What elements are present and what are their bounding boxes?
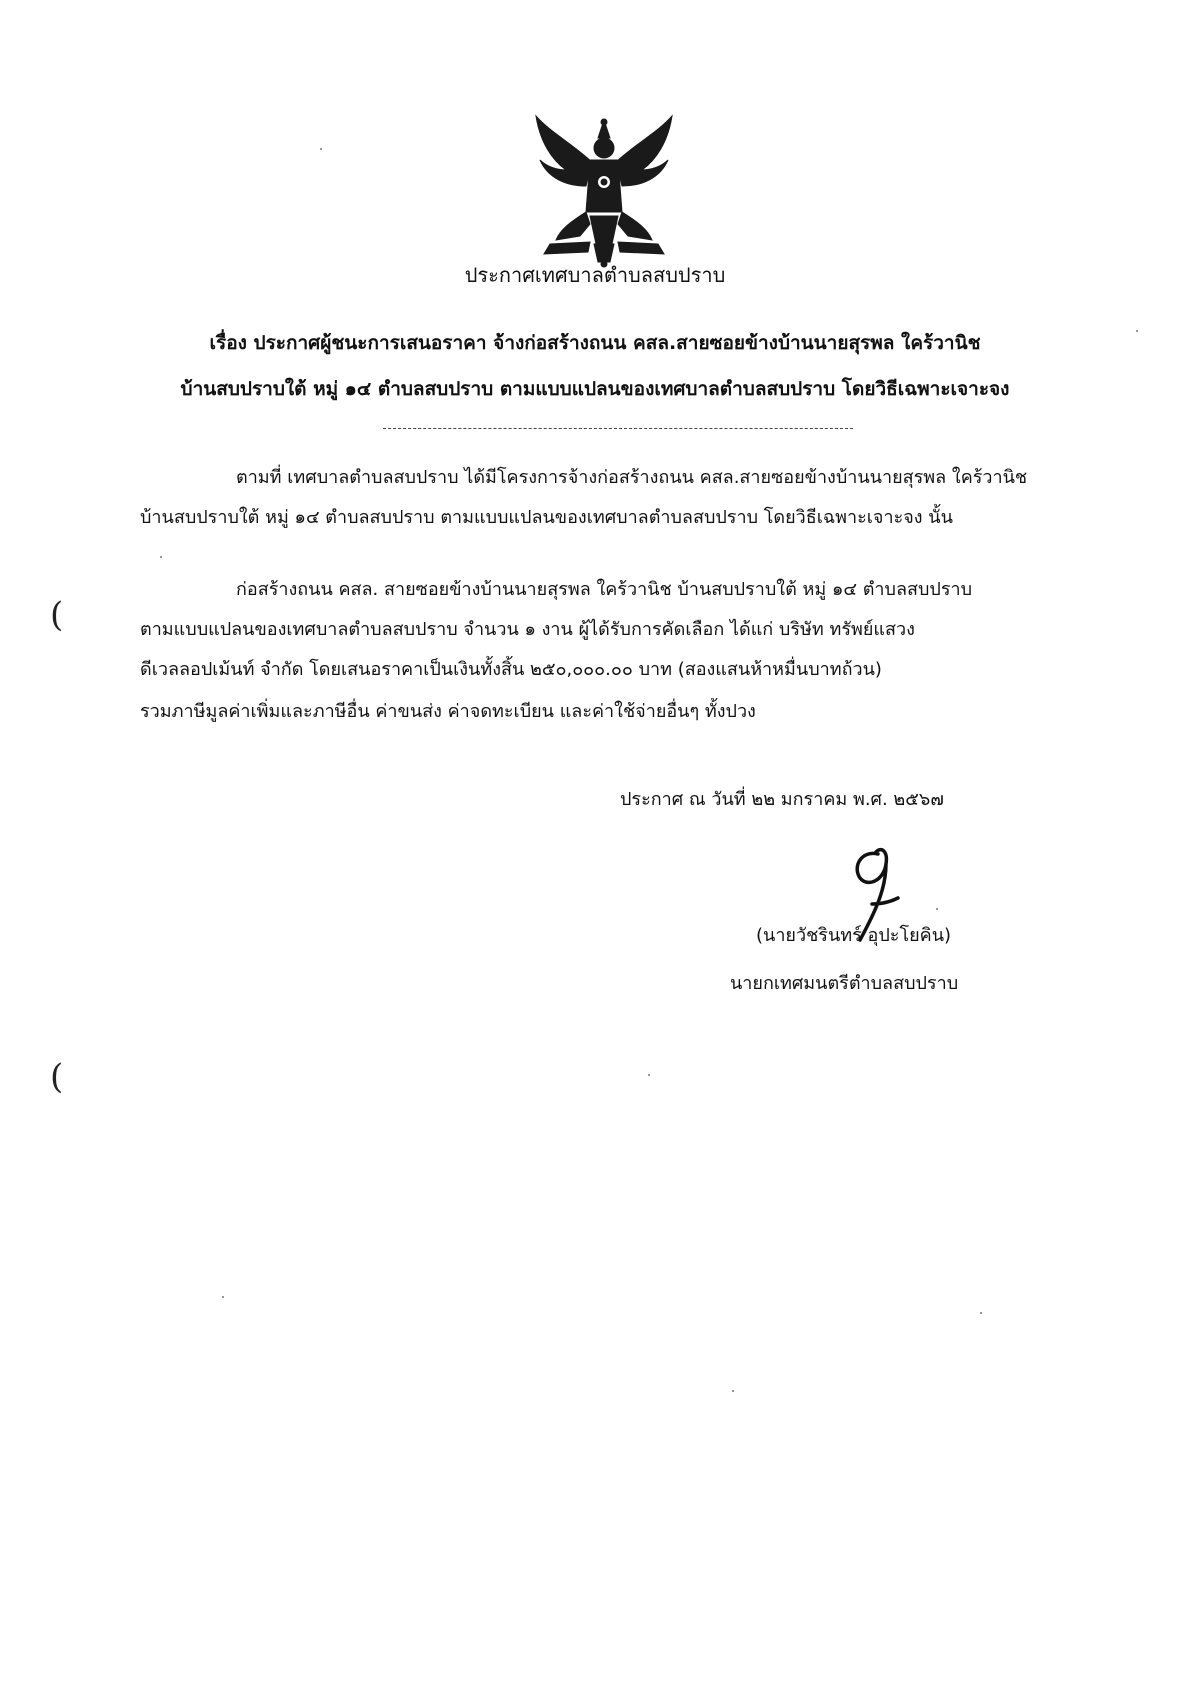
- signer-name: (นายวัชรินทร์ อุปะโยคิน): [756, 925, 952, 946]
- agency-heading: ประกาศเทศบาลตำบลสบปราบ: [464, 263, 726, 287]
- scan-speck: [1136, 330, 1138, 332]
- scan-speck: [732, 1390, 734, 1392]
- announcement-date: ประกาศ ณ วันที่ ๒๒ มกราคม พ.ศ. ๒๕๖๗: [620, 789, 944, 810]
- garuda-emblem-icon: [530, 112, 678, 270]
- punch-hole-mark: (: [50, 595, 64, 635]
- dashed-divider: [383, 428, 853, 429]
- scan-speck: [222, 1296, 224, 1298]
- subject-line-1: เรื่อง ประกาศผู้ชนะการเสนอราคา จ้างก่อสร้างถนน คสล.สายซอยข้างบ้านนายสุรพล ใคร้วานิช: [209, 332, 981, 354]
- scan-speck: [648, 1074, 650, 1076]
- signer-position: นายกเทศมนตรีตำบลสบปราบ: [730, 973, 959, 994]
- paragraph-2-line-1: ก่อสร้างถนน คสล. สายซอยข้างบ้านนายสุรพล ใคร้วานิช บ้านสบปราบใต้ หมู่ ๑๔ ตำบลสบปราบ: [236, 579, 973, 600]
- paragraph-1-line-1: ตามที่ เทศบาลตำบลสบปราบ ได้มีโครงการจ้างก่อสร้างถนน คสล.สายซอยข้างบ้านนายสุรพล ใคร้วานิช: [236, 467, 1028, 488]
- scan-speck: [320, 148, 322, 150]
- paragraph-2-line-4: รวมภาษีมูลค่าเพิ่มและภาษีอื่น ค่าขนส่ง ค่าจดทะเบียน และค่าใช้จ่ายอื่นๆ ทั้งปวง: [140, 701, 756, 722]
- punch-hole-mark: (: [50, 1057, 64, 1097]
- paragraph-2-line-3: ดีเวลลอปเม้นท์ จำกัด โดยเสนอราคาเป็นเงินทั้งสิ้น ๒๕๐,๐๐๐.๐๐ บาท (สองแสนห้าหมื่นบาทถ้วน): [140, 659, 882, 680]
- scan-speck: [160, 556, 162, 558]
- paragraph-2-line-2: ตามแบบแปลนของเทศบาลตำบลสบปราบ จำนวน ๑ งาน ผู้ได้รับการคัดเลือก ได้แก่ บริษัท ทรัพย์แสวง: [140, 619, 915, 640]
- scan-speck: [980, 1312, 982, 1314]
- scan-speck: [936, 908, 938, 910]
- subject-line-2: บ้านสบปราบใต้ หมู่ ๑๔ ตำบลสบปราบ ตามแบบแปลนของเทศบาลตำบลสบปราบ โดยวิธีเฉพาะเจาะจง: [180, 378, 1010, 400]
- paragraph-1-line-2: บ้านสบปราบใต้ หมู่ ๑๔ ตำบลสบปราบ ตามแบบแปลนของเทศบาลตำบลสบปราบ โดยวิธีเฉพาะเจาะจง นั้น: [140, 507, 953, 528]
